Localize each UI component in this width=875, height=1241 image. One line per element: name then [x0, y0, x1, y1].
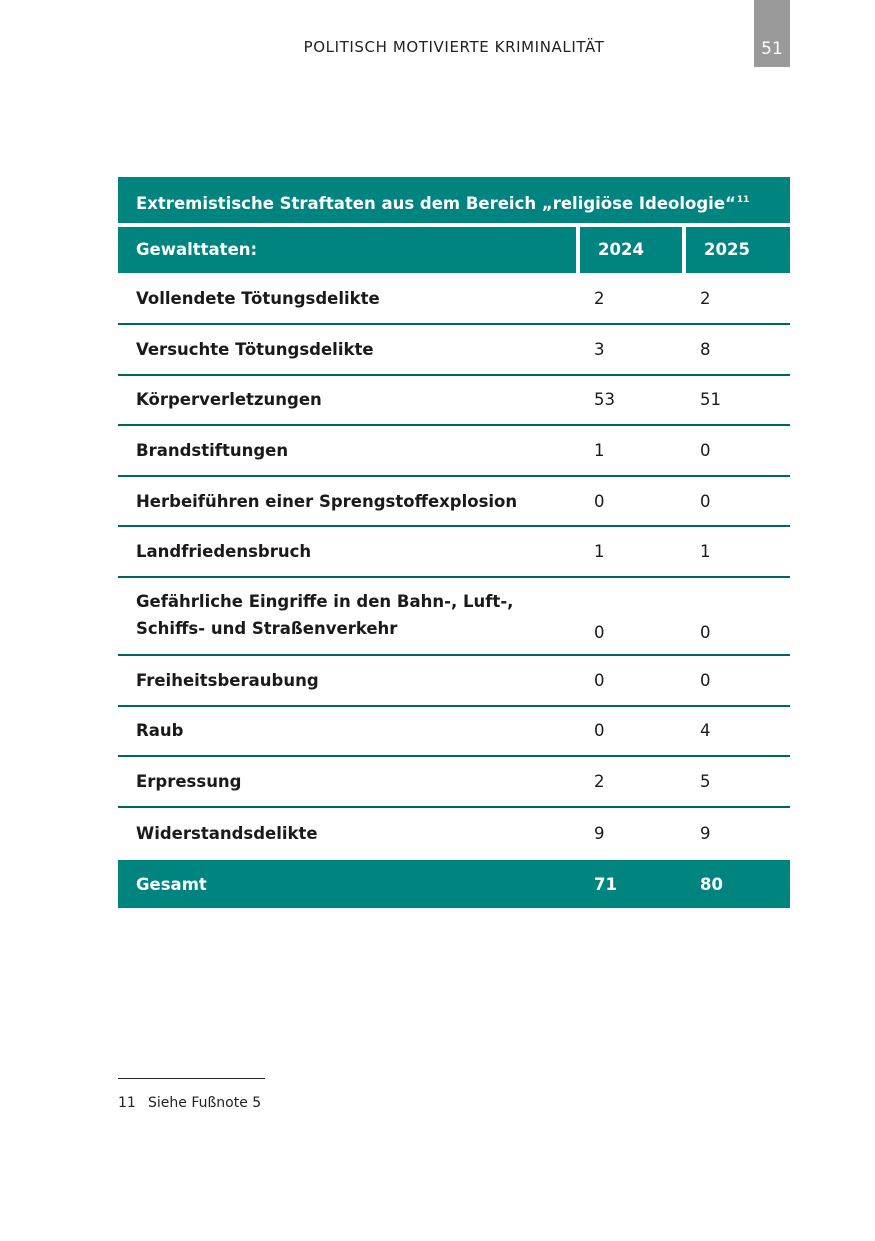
- row-label: Vollendete Tötungsdelikte: [136, 288, 380, 308]
- table-row: [118, 578, 790, 656]
- total-row: [118, 860, 790, 908]
- value-2024: 3: [594, 339, 605, 359]
- row-label: Versuchte Tötungsdelikte: [136, 339, 374, 359]
- value-2024: 1: [594, 542, 605, 562]
- value-2024: 0: [594, 622, 605, 642]
- value-2024: 2: [594, 771, 605, 791]
- page-number: 51: [754, 0, 790, 67]
- table-row: [118, 527, 790, 578]
- table-row: [118, 273, 790, 325]
- table-row: [118, 656, 790, 707]
- value-2025: 5: [700, 771, 711, 791]
- value-2025: 0: [700, 670, 711, 690]
- row-label: Herbeiführen einer Sprengstoffexplosion: [136, 491, 518, 511]
- value-2025: 0: [700, 622, 711, 642]
- value-2024: 53: [594, 390, 615, 410]
- total-2024: 71: [594, 874, 617, 894]
- table-title-text: Extremistische Straftaten aus dem Bereich „religiöse Ideologie“: [136, 194, 736, 213]
- table-title: [118, 177, 790, 223]
- table-row: [118, 707, 790, 758]
- table-row: [118, 426, 790, 477]
- value-2025: 2: [700, 288, 711, 308]
- value-2025: 51: [700, 390, 721, 410]
- value-2025: 8: [700, 339, 711, 359]
- column-header-category: Gewalttaten:: [118, 227, 576, 273]
- row-label: Brandstiftungen: [136, 440, 289, 460]
- value-2024: 0: [594, 670, 605, 690]
- row-label: Landfriedensbruch: [136, 542, 312, 562]
- row-label-line-2: Schiffs- und Straßenverkehr: [136, 618, 398, 638]
- table-row: [118, 325, 790, 376]
- row-label: Freiheitsberaubung: [136, 670, 319, 690]
- footnote-divider: [118, 1078, 265, 1079]
- value-2025: 9: [700, 823, 711, 843]
- value-2024: 0: [594, 721, 605, 741]
- crime-statistics-table: [118, 177, 790, 908]
- table-header-row: [118, 227, 790, 273]
- footnote-number: 11: [118, 1095, 136, 1111]
- footnote: [118, 1095, 261, 1111]
- row-label: Erpressung: [136, 771, 242, 791]
- value-2025: 1: [700, 542, 711, 562]
- total-label: Gesamt: [136, 874, 207, 894]
- row-label: Raub: [136, 721, 184, 741]
- value-2024: 2: [594, 288, 605, 308]
- row-label: [118, 588, 576, 642]
- value-2025: 0: [700, 491, 711, 511]
- row-label-line-1: Gefährliche Eingriffe in den Bahn-, Luft-,: [136, 591, 514, 611]
- value-2024: 1: [594, 440, 605, 460]
- table-row: [118, 376, 790, 427]
- table-row: [118, 757, 790, 808]
- row-label: Körperverletzungen: [136, 390, 322, 410]
- value-2025: 4: [700, 721, 711, 741]
- running-header: POLITISCH MOTIVIERTE KRIMINALITÄT: [303, 38, 605, 56]
- value-2024: 9: [594, 823, 605, 843]
- table-row: [118, 808, 790, 859]
- column-header-2025: 2025: [686, 227, 790, 273]
- value-2024: 0: [594, 491, 605, 511]
- row-label: Widerstandsdelikte: [136, 823, 318, 843]
- total-2025: 80: [700, 874, 723, 894]
- column-header-2024: 2024: [580, 227, 682, 273]
- table-row: [118, 477, 790, 528]
- footnote-reference: 11: [736, 195, 750, 205]
- value-2025: 0: [700, 440, 711, 460]
- footnote-text: Siehe Fußnote 5: [148, 1095, 262, 1111]
